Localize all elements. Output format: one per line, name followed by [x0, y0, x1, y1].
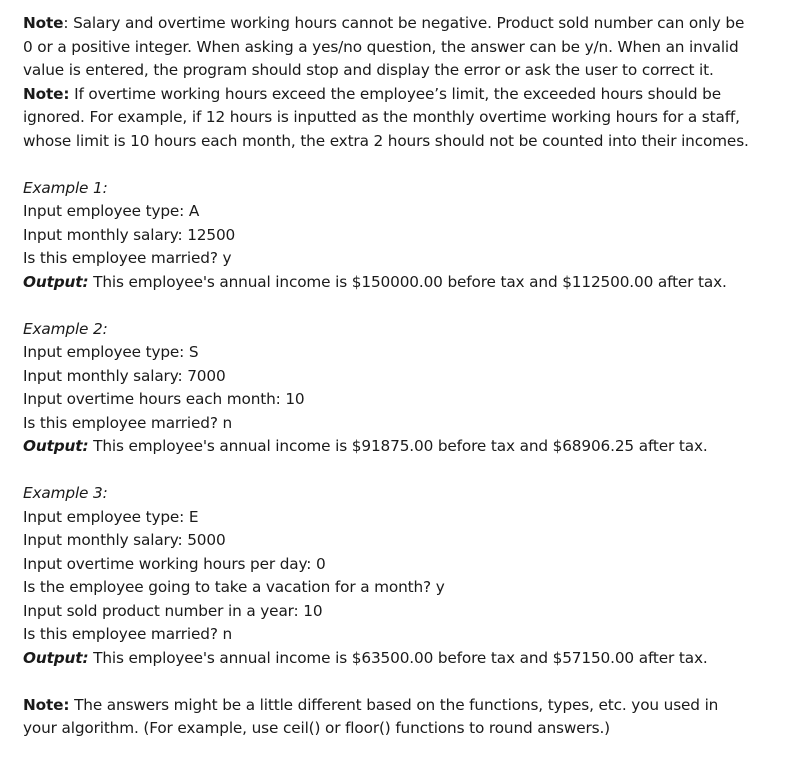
spacer — [23, 294, 793, 318]
example-3-line: Is the employee going to take a vacation for a month? y — [23, 578, 445, 596]
output-label: Output: — [23, 272, 89, 291]
note3-text-1: The answers might be a little different based on the functions, types, etc. you used in — [69, 695, 719, 714]
note3-line-2: your algorithm. (For example, use ceil() or floor() functions to round answers.) — [23, 719, 610, 737]
output-text: This employee's annual income is $150000.00 before tax and $112500.00 after tax. — [88, 272, 727, 291]
example-3-line: Input overtime working hours per day: 0 — [23, 554, 326, 573]
example-3-line: Input employee type: E — [23, 507, 199, 526]
example-2-line: Input employee type: S — [23, 343, 199, 361]
spacer — [23, 670, 793, 694]
note3-line-1 — [23, 694, 793, 718]
note2-text-1: If overtime working hours exceed the employee’s limit, the exceeded hours should be — [69, 84, 721, 103]
example-1 — [23, 177, 793, 295]
example-2-line: Input overtime hours each month: 10 — [23, 390, 305, 408]
note2-label: Note: — [23, 84, 70, 103]
note2-line-1 — [23, 83, 793, 107]
output-text: This employee's annual income is $91875.00 before tax and $68906.25 after tax. — [88, 437, 708, 455]
note-paragraph-2 — [23, 83, 793, 154]
note1-line-1 — [23, 12, 793, 36]
note1-text-1: : Salary and overtime working hours cannot be negative. Product sold number can only be — [63, 14, 745, 32]
example-3-line: Input sold product number in a year: 10 — [23, 601, 323, 620]
example-3-line: Is this employee married? n — [23, 625, 233, 643]
note1-label: Note — [23, 14, 64, 32]
example-1-title: Example 1: — [23, 178, 108, 197]
document-page — [23, 12, 793, 741]
spacer — [23, 459, 793, 483]
example-1-output — [23, 271, 793, 295]
note3-label: Note: — [23, 695, 70, 714]
note1-line-3: value is entered, the program should stop and display the error or ask the user to correct it. — [23, 61, 714, 79]
output-label: Output: — [23, 437, 89, 455]
note2-line-3: whose limit is 10 hours each month, the extra 2 hours should not be counted into their incomes. — [23, 131, 749, 150]
example-3-title: Example 3: — [23, 484, 108, 502]
note-paragraph-1 — [23, 12, 793, 83]
spacer — [23, 153, 793, 177]
example-2 — [23, 318, 793, 459]
example-1-line: Is this employee married? y — [23, 249, 232, 267]
example-2-line: Is this employee married? n — [23, 413, 233, 432]
example-1-line: Input employee type: A — [23, 202, 200, 220]
output-label: Output: — [23, 648, 89, 667]
example-1-line: Input monthly salary: 12500 — [23, 225, 236, 244]
note1-line-2: 0 or a positive integer. When asking a yes/no question, the answer can be y/n. When an invalid — [23, 37, 739, 56]
example-3-output — [23, 647, 793, 671]
example-3 — [23, 482, 793, 670]
example-3-line: Input monthly salary: 5000 — [23, 531, 226, 549]
example-2-title: Example 2: — [23, 319, 108, 338]
output-text: This employee's annual income is $63500.00 before tax and $57150.00 after tax. — [88, 648, 708, 667]
note2-line-2: ignored. For example, if 12 hours is inputted as the monthly overtime working hours for a staff, — [23, 108, 740, 126]
example-2-line: Input monthly salary: 7000 — [23, 366, 226, 385]
note-paragraph-3 — [23, 694, 793, 741]
example-2-output — [23, 435, 793, 459]
